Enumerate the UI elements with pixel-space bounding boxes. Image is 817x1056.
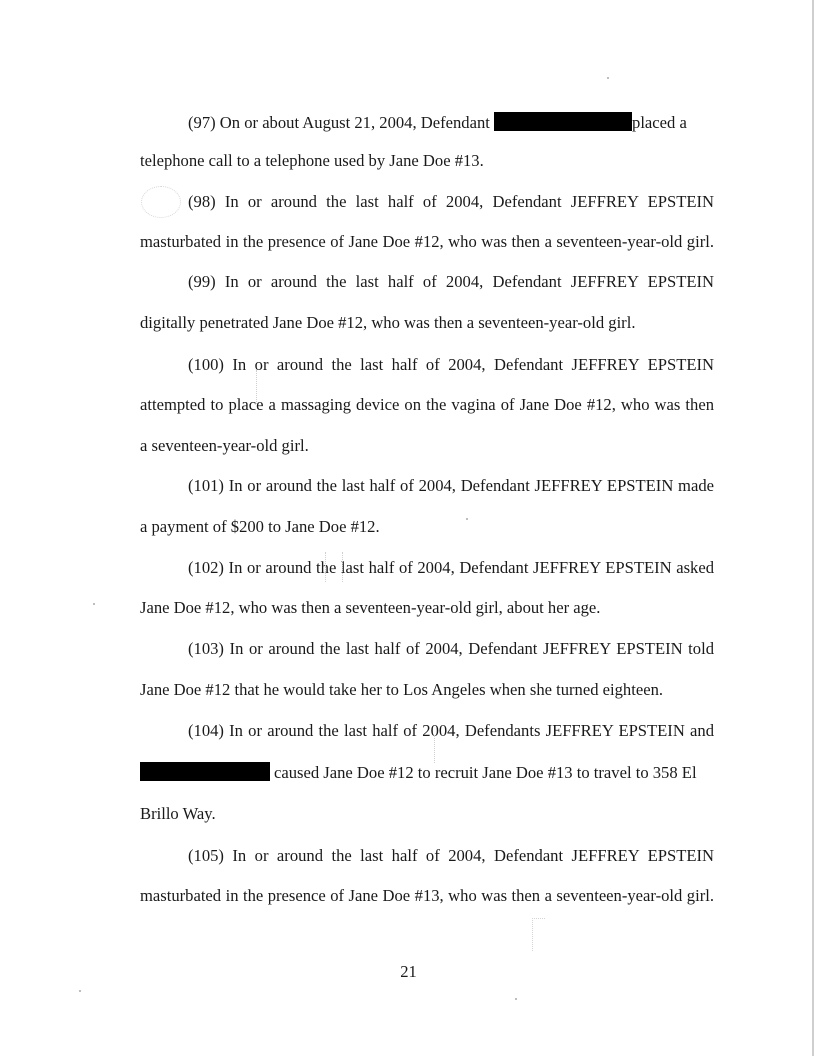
paragraph-100-line-2: attempted to place a massaging device on the vagina of Jane Doe #12, who was then (140, 395, 714, 414)
paragraph-99-line-2: digitally penetrated Jane Doe #12, who was then a seventeen-year-old girl. (140, 313, 636, 332)
paragraph-100-line-3: a seventeen-year-old girl. (140, 436, 309, 455)
paragraph-103-line-1: (103) In or around the last half of 2004, Defendant JEFFREY EPSTEIN told (188, 639, 714, 658)
paragraph-100-line-1: (100) In or around the last half of 2004, Defendant JEFFREY EPSTEIN (188, 355, 714, 374)
scan-speck (466, 518, 468, 520)
scan-edge (812, 0, 814, 1056)
scan-speck (607, 77, 609, 79)
scan-artifact-mark (532, 918, 545, 951)
paragraph-105-line-2: masturbated in the presence of Jane Doe #13, who was then a seventeen-year-old girl. (140, 886, 714, 905)
paragraph-99-line-1: (99) In or around the last half of 2004, Defendant JEFFREY EPSTEIN (188, 272, 714, 291)
paragraph-104-line-3: Brillo Way. (140, 804, 216, 823)
scan-speck (93, 603, 95, 605)
scan-artifact-mark (325, 552, 343, 582)
paragraph-102-line-2: Jane Doe #12, who was then a seventeen-year-old girl, about her age. (140, 598, 601, 617)
paragraph-105-line-1: (105) In or around the last half of 2004, Defendant JEFFREY EPSTEIN (188, 846, 714, 865)
paragraph-97-text-end: placed a (632, 113, 687, 132)
paragraph-104-line-2-text: caused Jane Doe #12 to recruit Jane Doe #13 to travel to 358 El (274, 763, 697, 782)
paragraph-101-line-2: a payment of $200 to Jane Doe #12. (140, 517, 380, 536)
scan-artifact-mark (434, 735, 449, 763)
scan-artifact-mark (141, 186, 181, 218)
paragraph-101-line-1: (101) In or around the last half of 2004, Defendant JEFFREY EPSTEIN made (188, 476, 714, 495)
scan-artifact-mark (256, 370, 271, 404)
paragraph-98-line-2: masturbated in the presence of Jane Doe #12, who was then a seventeen-year-old girl. (140, 232, 714, 251)
paragraph-102-line-1: (102) In or around the last half of 2004, Defendant JEFFREY EPSTEIN asked (188, 558, 714, 577)
paragraph-104-line-2 (140, 762, 714, 783)
redaction-bar (494, 112, 632, 131)
page-number: 21 (400, 962, 417, 981)
paragraph-98-line-1: (98) In or around the last half of 2004, Defendant JEFFREY EPSTEIN (188, 192, 714, 211)
paragraph-103-line-2: Jane Doe #12 that he would take her to Los Angeles when she turned eighteen. (140, 680, 664, 699)
redaction-bar (140, 762, 270, 781)
paragraph-97-line-1 (188, 112, 714, 133)
scan-speck (79, 990, 81, 992)
paragraph-97-line-2: telephone call to a telephone used by Jane Doe #13. (140, 151, 484, 170)
paragraph-97-text-start: (97) On or about August 21, 2004, Defendant (188, 113, 495, 132)
paragraph-104-line-1: (104) In or around the last half of 2004, Defendants JEFFREY EPSTEIN and (188, 721, 714, 740)
scan-speck (515, 998, 517, 1000)
